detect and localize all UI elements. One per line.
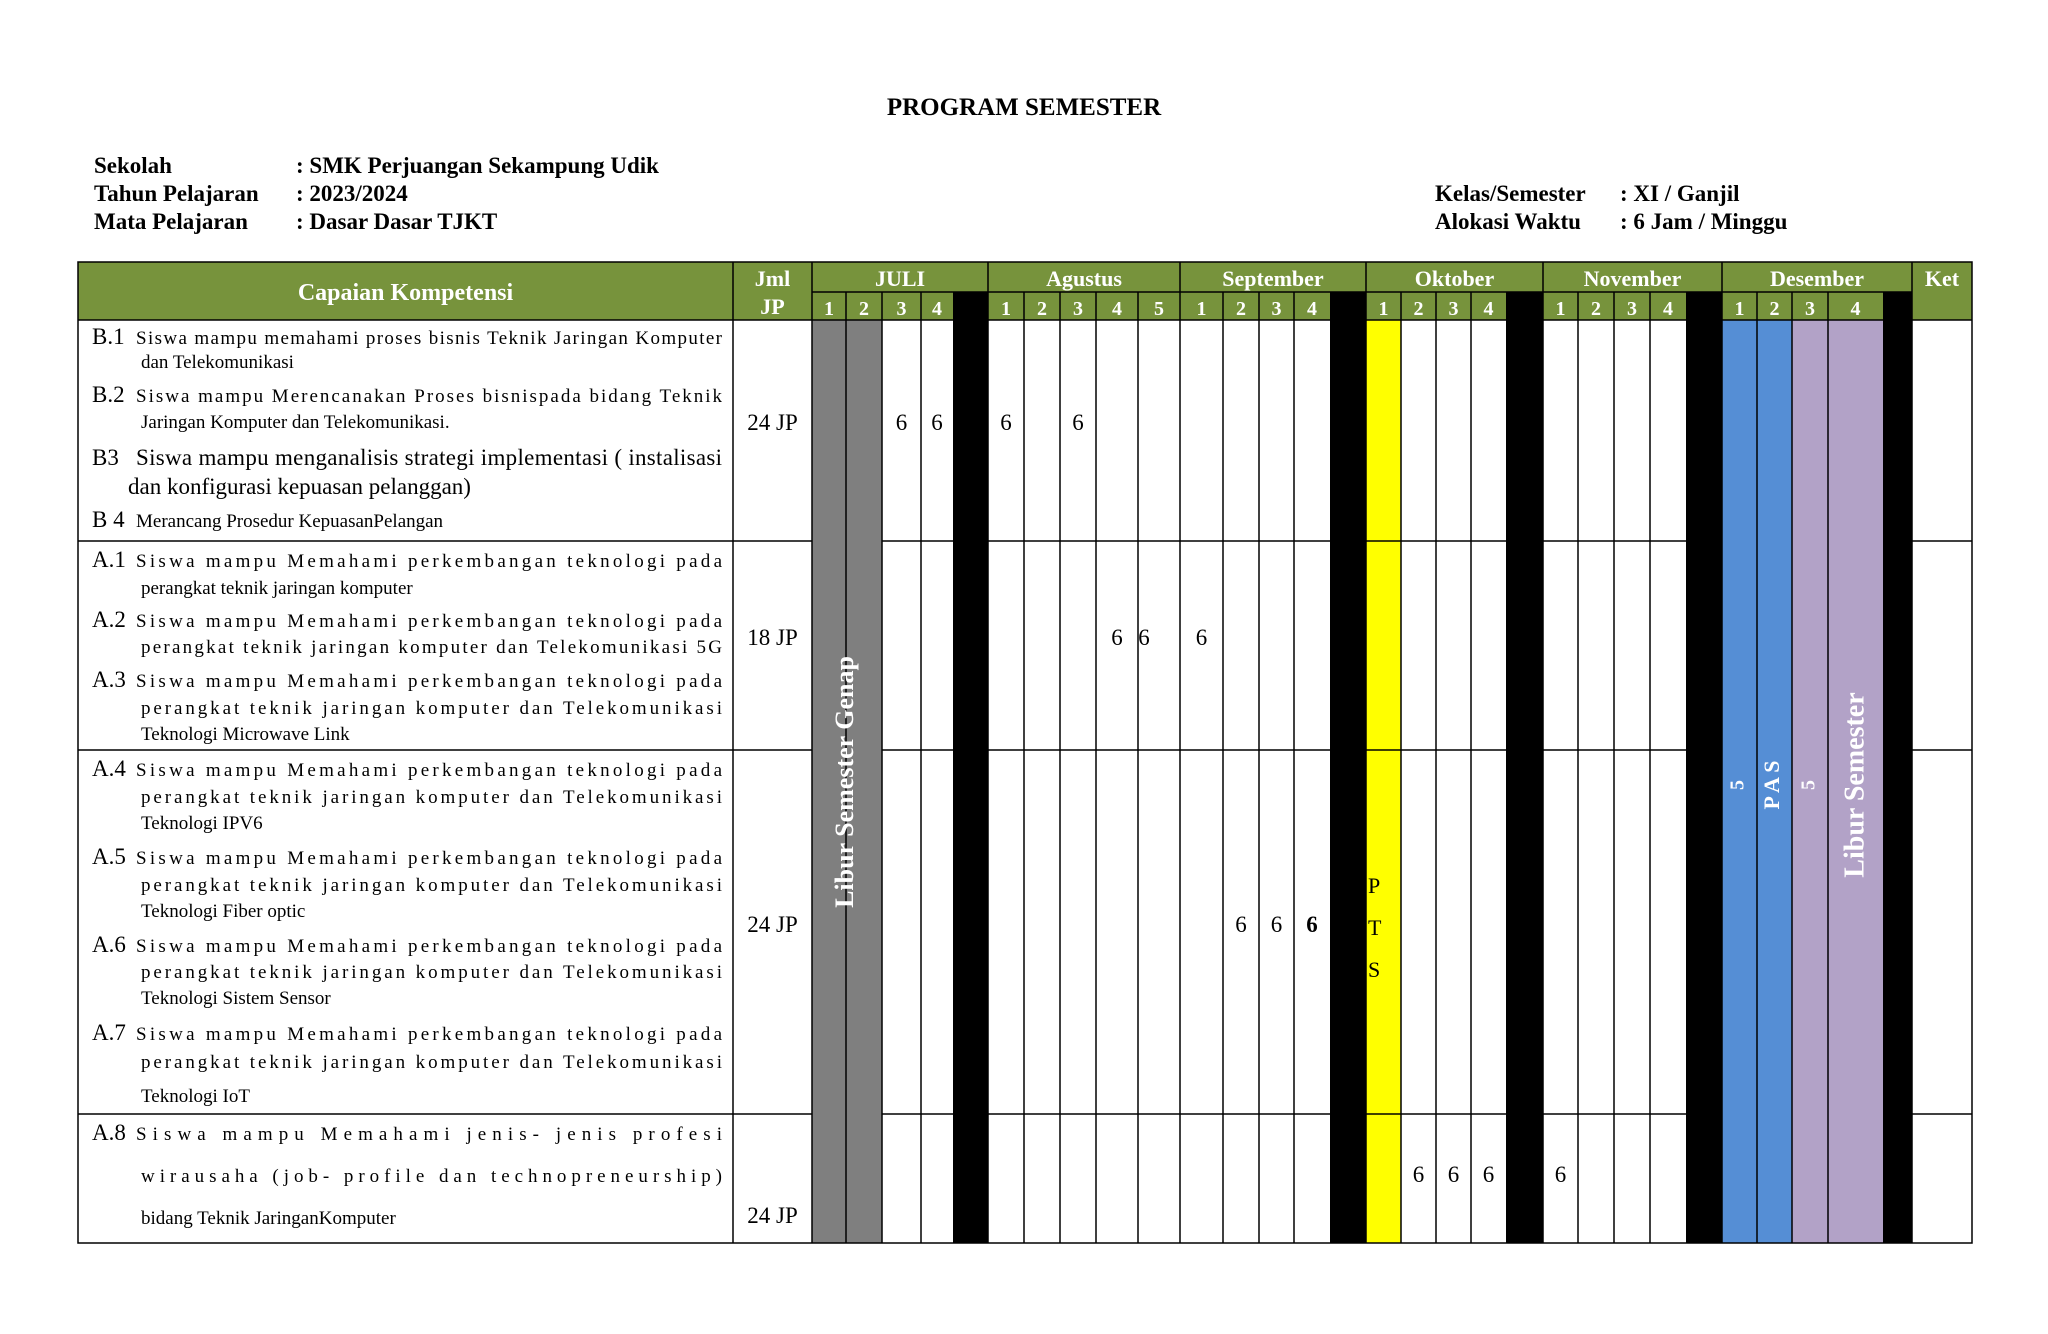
item-code: A.1 — [92, 547, 126, 572]
item-code: B.2 — [92, 382, 125, 407]
item-text-cont: wirausaha (job- profile dan technopreneurship) — [141, 1166, 722, 1187]
tahun-value: : 2023/2024 — [296, 181, 408, 206]
mapel-label: Mata Pelajaran — [94, 209, 248, 234]
header-week: 2 — [1591, 298, 1601, 320]
libur-semester-label: Libur Semester — [1839, 692, 1871, 878]
item-text: Siswa mampu menganalisis strategi implementasi ( instalisasi — [136, 445, 722, 470]
item-text-cont: dan konfigurasi kepuasan pelanggan) — [128, 474, 471, 499]
pas-label: P A S — [1759, 760, 1785, 810]
week-allocation: 6 — [1111, 625, 1123, 650]
header-month: Desember — [1769, 266, 1865, 291]
item-text: Siswa mampu Merencanakan Proses bisnispada bidang Teknik — [136, 386, 722, 407]
header-jml: Jml — [754, 266, 791, 291]
pas-number-a: 5 — [1726, 780, 1749, 790]
header-week: 4 — [1112, 298, 1122, 320]
item-text-cont: Teknologi IoT — [141, 1086, 250, 1107]
tahun-label: Tahun Pelajaran — [94, 181, 259, 206]
header-capaian: Capaian Kompetensi — [297, 280, 514, 306]
alokasi-value: : 6 Jam / Minggu — [1620, 209, 1788, 234]
header-week: 2 — [1236, 298, 1246, 320]
item-code: A.2 — [92, 607, 126, 632]
item-code: B.1 — [92, 324, 125, 349]
item-code: A.4 — [92, 756, 126, 781]
pas-number-b: 5 — [1797, 780, 1820, 790]
month-separator-bar — [1686, 292, 1722, 1243]
item-text-cont: Teknologi Fiber optic — [141, 901, 306, 922]
header-week: 3 — [1805, 298, 1815, 320]
week-allocation: 6 — [1447, 1162, 1460, 1187]
header-month: November — [1583, 266, 1682, 291]
week-allocation: 6 — [931, 410, 943, 435]
row-jp: 24 JP — [747, 1203, 798, 1228]
item-text-cont: dan Telekomunikasi — [141, 352, 294, 373]
week-allocation: 6 — [1554, 1162, 1567, 1187]
header-month: Agustus — [1046, 266, 1122, 291]
month-separator-bar — [953, 292, 988, 1243]
week-allocation: 6 — [1270, 912, 1283, 937]
page-title: PROGRAM SEMESTER — [886, 94, 1162, 121]
item-text: Siswa mampu Memahami perkembangan teknologi pada — [136, 551, 722, 572]
item-text-cont: perangkat teknik jaringan komputer dan Telekomunikasi — [141, 962, 722, 983]
alokasi-label: Alokasi Waktu — [1435, 209, 1581, 234]
header-week: 3 — [896, 298, 907, 320]
mapel-value: : Dasar Dasar TJKT — [296, 209, 498, 234]
header-week: 3 — [1271, 298, 1282, 320]
week-allocation: 6 — [1482, 1162, 1495, 1187]
item-text: Siswa mampu Memahami perkembangan teknologi pada — [136, 1024, 722, 1045]
kelas-value: : XI / Ganjil — [1620, 181, 1740, 206]
header-week: 4 — [932, 298, 942, 320]
week-allocation: 6 — [1412, 1162, 1425, 1187]
week-allocation: 6 — [1306, 912, 1318, 937]
pts-letter: T — [1368, 915, 1382, 940]
item-code: A.5 — [92, 844, 126, 869]
month-separator-bar — [1506, 292, 1543, 1243]
item-text: Siswa mampu Memahami perkembangan teknologi pada — [136, 936, 722, 957]
week-allocation: 6 — [1195, 625, 1208, 650]
header-week: 4 — [1483, 298, 1494, 320]
header-week: 2 — [859, 298, 869, 320]
item-text: Siswa mampu Memahami jenis- jenis profesi — [136, 1124, 722, 1145]
item-text-cont: perangkat teknik jaringan komputer dan Telekomunikasi — [141, 698, 722, 719]
header-week: 4 — [1307, 298, 1317, 320]
row-jp: 18 JP — [747, 625, 798, 650]
item-code: A.6 — [92, 932, 126, 957]
item-text: Siswa mampu memahami proses bisnis Teknik Jaringan Komputer — [136, 328, 722, 349]
item-text: Siswa mampu Memahami perkembangan teknologi pada — [136, 671, 722, 692]
header-week: 1 — [1378, 298, 1389, 320]
header-week: 3 — [1448, 298, 1459, 320]
item-text-cont: Teknologi Sistem Sensor — [141, 988, 331, 1009]
header-month: JULI — [874, 266, 926, 291]
sekolah-value: : SMK Perjuangan Sekampung Udik — [296, 153, 659, 178]
item-code: B 4 — [92, 507, 125, 532]
month-separator-bar — [1330, 292, 1366, 1243]
item-code: A.8 — [92, 1120, 126, 1145]
item-text-cont: Teknologi Microwave Link — [141, 724, 350, 745]
item-text-cont: perangkat teknik jaringan komputer dan Telekomunikasi — [141, 875, 722, 896]
item-code: B3 — [92, 445, 119, 470]
item-text: Siswa mampu Memahami perkembangan teknologi pada — [136, 611, 722, 632]
row-jp: 24 JP — [747, 410, 798, 435]
pts-letter: P — [1368, 873, 1381, 898]
item-text: Siswa mampu Memahami perkembangan teknologi pada — [136, 848, 722, 869]
item-text-cont: Jaringan Komputer dan Telekomunikasi. — [141, 412, 450, 433]
header-week: 2 — [1037, 298, 1047, 320]
header-week: 2 — [1413, 298, 1424, 320]
month-separator-bar — [1883, 292, 1912, 1243]
header-jp: JP — [760, 294, 785, 319]
header-week: 5 — [1154, 298, 1164, 320]
item-text-cont: perangkat teknik jaringan komputer dan Telekomunikasi — [141, 1052, 722, 1073]
header-week: 4 — [1850, 298, 1861, 320]
header-week: 1 — [824, 298, 834, 320]
week-allocation: 6 — [1000, 410, 1012, 435]
item-text-cont: perangkat teknik jaringan komputer dan Telekomunikasi 5G — [141, 637, 722, 658]
week-allocation: 6 — [1235, 912, 1247, 937]
item-text-cont: perangkat teknik jaringan komputer dan Telekomunikasi — [141, 787, 722, 808]
header-week: 1 — [1734, 298, 1745, 320]
header-week: 1 — [1196, 298, 1207, 320]
sekolah-label: Sekolah — [94, 153, 172, 178]
item-text: Merancang Prosedur KepuasanPelangan — [136, 511, 444, 532]
item-text: Siswa mampu Memahami perkembangan teknologi pada — [136, 760, 722, 781]
header-week: 3 — [1627, 298, 1637, 320]
item-code: A.3 — [92, 667, 126, 692]
item-text-cont: bidang Teknik JaringanKomputer — [141, 1208, 396, 1229]
kelas-label: Kelas/Semester — [1435, 181, 1586, 206]
row-jp: 24 JP — [747, 912, 798, 937]
header-week: 1 — [1555, 298, 1566, 320]
item-text-cont: Teknologi IPV6 — [141, 813, 263, 834]
header-ket: Ket — [1924, 266, 1960, 291]
pts-column — [1366, 320, 1401, 1243]
week-allocation: 6 — [1072, 410, 1084, 435]
pts-letter: S — [1368, 957, 1381, 982]
header-week: 4 — [1663, 298, 1673, 320]
header-month: Oktober — [1414, 266, 1495, 291]
header-week: 2 — [1769, 298, 1780, 320]
header-month: September — [1222, 266, 1324, 291]
week-allocation: 6 — [1138, 625, 1150, 650]
header-week: 3 — [1073, 298, 1083, 320]
item-code: A.7 — [92, 1020, 126, 1045]
header-week: 1 — [1001, 298, 1011, 320]
libur-genap-label: Libur Semester Genap — [829, 656, 859, 908]
item-text-cont: perangkat teknik jaringan komputer — [141, 578, 413, 599]
week-allocation: 6 — [895, 410, 908, 435]
